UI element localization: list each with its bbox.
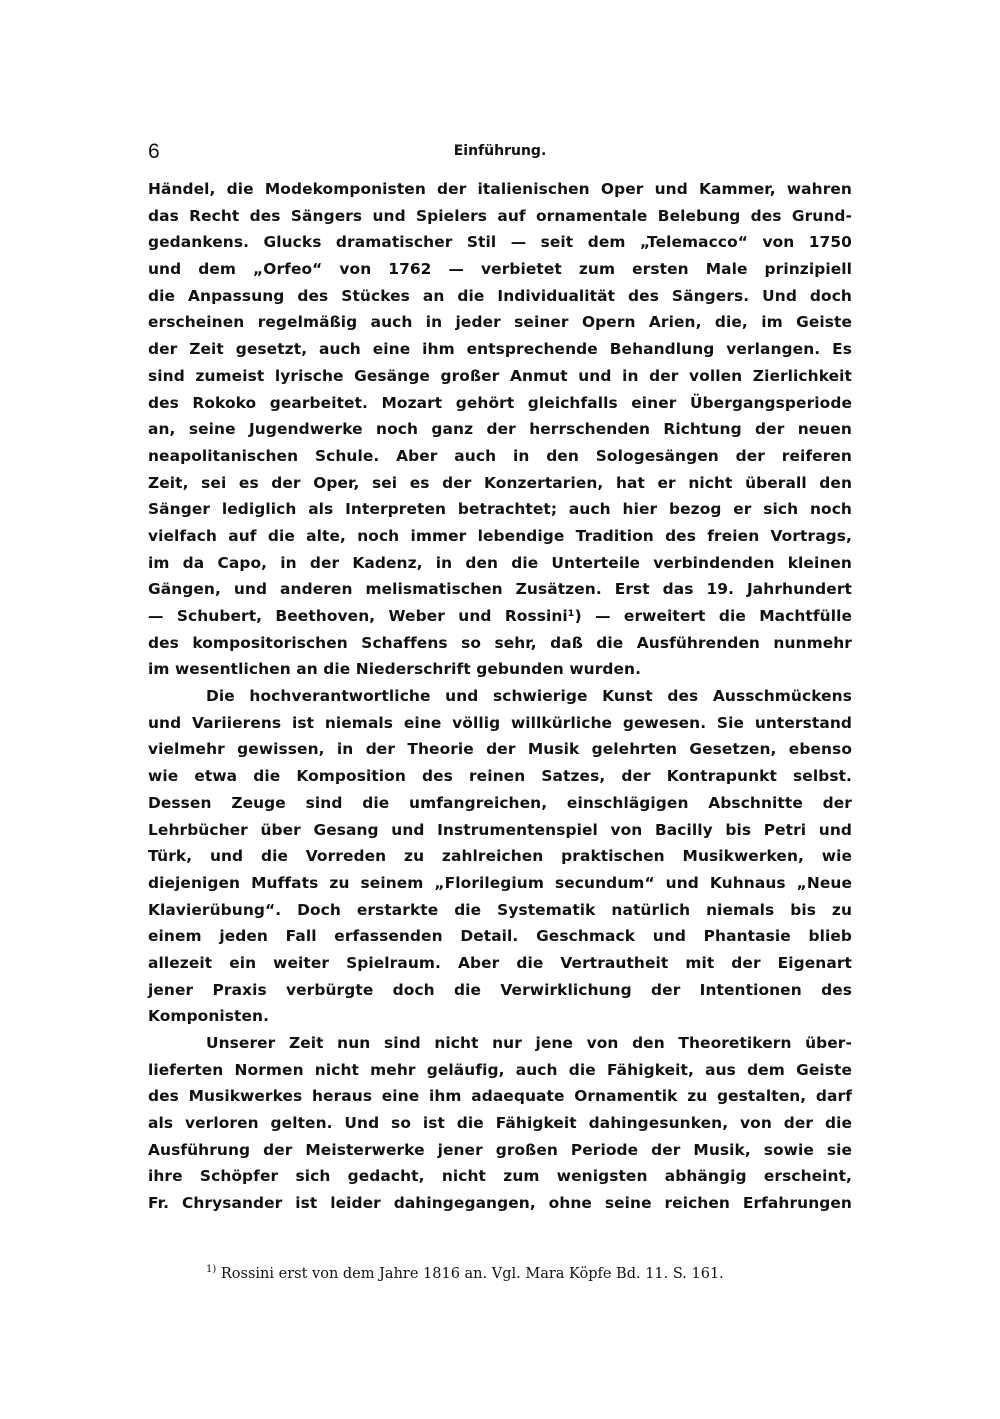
text-line: jener Praxis verbürgte doch die Verwirklichung der Intentionen des <box>148 980 852 999</box>
text-line: Sänger lediglich als Interpreten betrachtet; auch hier bezog er sich noch <box>148 500 852 519</box>
text-line: wie etwa die Komposition des reinen Satzes, der Kontrapunkt selbst. <box>148 767 852 786</box>
footnote-text: Rossini erst von dem Jahre 1816 an. Vgl. Mara Köpfe Bd. 11. S. 161. <box>220 1265 724 1282</box>
text-line: Zeit, sei es der Oper, sei es der Konzertarien, hat er nicht überall den <box>148 473 852 492</box>
text-line: an, seine Jugendwerke noch ganz der herrschenden Richtung der neuen <box>148 420 852 439</box>
text-line: Dessen Zeuge sind die umfangreichen, einschlägigen Abschnitte der <box>148 793 852 812</box>
text-line: das Recht des Sängers und Spielers auf ornamentale Belebung des Grund- <box>148 206 852 225</box>
text-line: und dem „Orfeo“ von 1762 — verbietet zum ersten Male prinzipiell <box>148 260 852 279</box>
running-head: Einführung. <box>453 143 547 159</box>
footnote <box>206 1264 806 1282</box>
text-line: — Schubert, Beethoven, Weber und Rossini¹) — erweitert die Machtfülle <box>148 607 852 625</box>
footnote-mark: 1) <box>206 1264 217 1275</box>
paragraph-first-line: Die hochverantwortliche und schwierige Kunst des Ausschmückens <box>206 687 852 706</box>
text-line: einem jeden Fall erfassenden Detail. Geschmack und Phantasie blieb <box>148 927 852 946</box>
text-line: die Anpassung des Stückes an die Individualität des Sängers. Und doch <box>148 286 852 305</box>
text-line: allezeit ein weiter Spielraum. Aber die Vertrautheit mit der Eigenart <box>148 953 852 972</box>
text-line: im da Capo, in der Kadenz, in den die Unterteile verbindenden kleinen <box>148 553 852 572</box>
text-line: Gängen, und anderen melismatischen Zusätzen. Erst das 19. Jahrhundert <box>148 580 852 599</box>
text-line: des kompositorischen Schaffens so sehr, daß die Ausführenden nunmehr <box>148 633 852 652</box>
text-line: sind zumeist lyrische Gesänge großer Anmut und in der vollen Zierlichkeit <box>148 366 852 385</box>
text-line: lieferten Normen nicht mehr geläufig, auch die Fähigkeit, aus dem Geiste <box>148 1060 852 1079</box>
paragraph-first-line: Unserer Zeit nun sind nicht nur jene von den Theoretikern über- <box>206 1034 852 1052</box>
text-line: Türk, und die Vorreden zu zahlreichen praktischen Musikwerken, wie <box>148 847 852 866</box>
page-number: 6 <box>148 140 160 163</box>
text-line: der Zeit gesetzt, auch eine ihm entsprechende Behandlung verlangen. Es <box>148 340 852 359</box>
body-text <box>148 176 852 1217</box>
text-line: Ausführung der Meisterwerke jener großen Periode der Musik, sowie sie <box>148 1140 852 1159</box>
text-line: und Variierens ist niemals eine völlig willkürliche gewesen. Sie unterstand <box>148 713 852 732</box>
text-line: Klavierübung“. Doch erstarkte die Systematik natürlich niemals bis zu <box>148 900 852 919</box>
paragraph-last-line: Komponisten. <box>148 1007 270 1026</box>
text-line: vielfach auf die alte, noch immer lebendige Tradition des freien Vortrags, <box>148 526 852 545</box>
text-line: ihre Schöpfer sich gedacht, nicht zum wenigsten abhängig erscheint, <box>148 1167 852 1186</box>
text-line: neapolitanischen Schule. Aber auch in den Sologesängen der reiferen <box>148 446 852 465</box>
text-line: vielmehr gewissen, in der Theorie der Musik gelehrten Gesetzen, ebenso <box>148 740 852 759</box>
text-line: als verloren gelten. Und so ist die Fähigkeit dahingesunken, von der die <box>148 1114 852 1133</box>
text-line: gedankens. Glucks dramatischer Stil — seit dem „Telemacco“ von 1750 <box>148 233 852 252</box>
page-header <box>148 140 852 164</box>
paragraph-last-line: im wesentlichen an die Niederschrift gebunden wurden. <box>148 660 642 679</box>
text-line: Lehrbücher über Gesang und Instrumentenspiel von Bacilly bis Petri und <box>148 820 852 839</box>
text-line: des Musikwerkes heraus eine ihm adaequate Ornamentik zu gestalten, darf <box>148 1087 852 1106</box>
text-line: Händel, die Modekomponisten der italienischen Oper und Kammer, wahren <box>148 180 852 198</box>
text-line: erscheinen regelmäßig auch in jeder seiner Opern Arien, die, im Geiste <box>148 313 852 332</box>
text-line: diejenigen Muffats zu seinem „Florilegium secundum“ und Kuhnaus „Neue <box>148 873 852 892</box>
text-line: des Rokoko gearbeitet. Mozart gehört gleichfalls einer Übergangsperiode <box>148 393 852 412</box>
text-line: Fr. Chrysander ist leider dahingegangen, ohne seine reichen Erfahrungen <box>148 1194 852 1213</box>
